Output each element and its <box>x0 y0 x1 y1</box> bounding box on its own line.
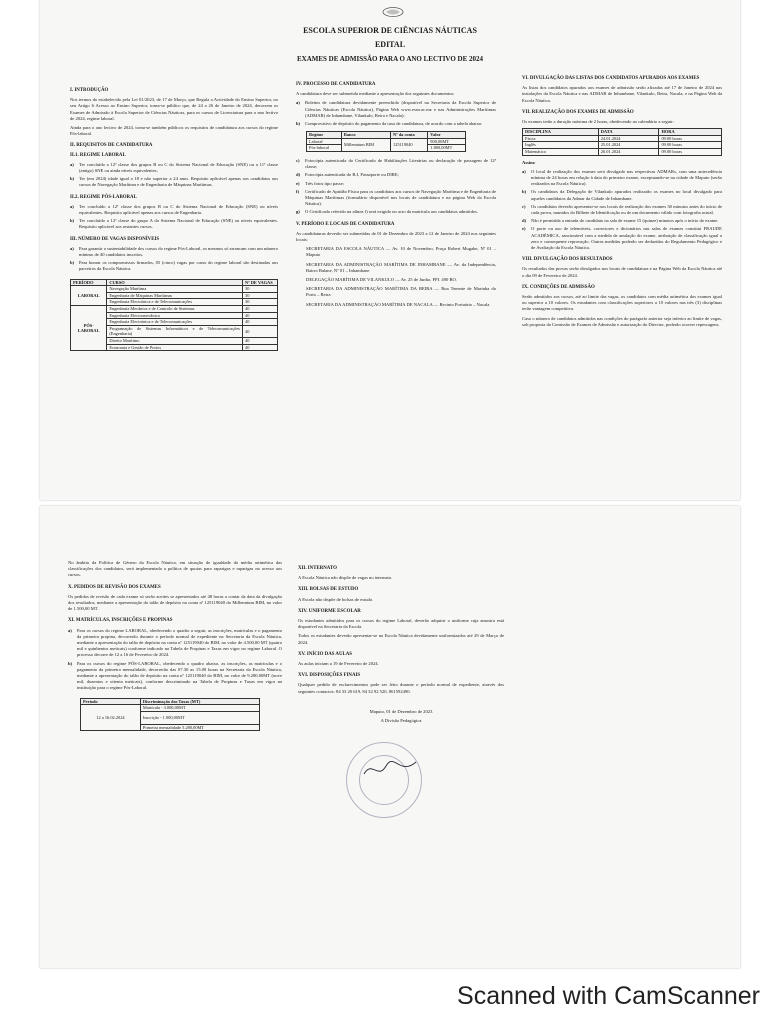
label: Assim: <box>522 159 536 165</box>
list-item: g) O Certificado referido na alínea f) será exigido no acto da matrícula aos candidatos admitidos. <box>296 209 479 215</box>
column-2 <box>296 76 496 311</box>
paragraph: A candidatura deve ser submetida mediante a apresentação dos seguintes documentos: <box>296 91 455 97</box>
enrolment-fees-table: Período Discriminação das Taxas (MT) 12 a 16.02.2024 Matrícula - 3.000,00MT Inscrição - 1.000,00MT Primeira mensalidade 5.280,00MT <box>80 698 260 732</box>
document-page-2 <box>40 506 740 968</box>
list-item: b) Comprovativo de depósito do pagamento da taxa de candidatura, de acordo com a tabela abaixo: <box>296 121 483 127</box>
paragraph: Qualquer pedido de esclarecimentos pode ser feito durante o período normal de expediente, através dos seguintes contactos: 84 33 20 619, 84 32 92 520, 861592490. <box>298 682 504 694</box>
paragraph: As aulas iniciam a 19 de Fevereiro de 2024. <box>298 661 379 667</box>
school-name: ESCOLA SUPERIOR DE CIÊNCIAS NÁUTICAS <box>303 26 477 35</box>
section-heading: III. NÚMERO DE VAGAS DISPONÍVEIS <box>70 236 160 242</box>
subsection-heading: II.1. REGIME LABORAL <box>70 152 126 158</box>
section-heading: X. PEDIDOS DE REVISÃO DOS EXAMES <box>68 584 161 590</box>
paragraph: Os resultados das provas serão divulgados nos locais de candidatura e na Página Web da Escola Náutica até o dia 09 de Fevereiro de 2024. <box>522 266 722 278</box>
paragraph: Serão admitidos aos cursos, até ao limite das vagas, os candidatos com média aritmética dos exames igual ou superior a 10 valores. Os estudantes com classificações superiores a 10 valores nas três (3) disciplinas terão vantagem competitiva. <box>522 294 722 312</box>
list-item: b) Ter (em 2024) idade igual a 18 e não superior a 24 anos. Requisito aplicável apenas aos candidatos aos cursos de Navegação Marítima e de Engenharia de Máquinas Marítimas. <box>70 176 278 188</box>
column-right <box>298 560 504 727</box>
location: SECRETARIA DA ADMINISTRAÇÃO MARÍTIMA DA BEIRA — Rua Tenente de Marinha do Porto – Beira <box>306 286 496 298</box>
section-heading: XII. INTERNATO <box>298 566 337 571</box>
section-heading: XI. MATRÍCULAS, INSCRIÇÕES E PROPINAS <box>68 618 173 624</box>
edital-title: EDITAL <box>374 40 406 49</box>
list-item: e) O porte ou uso de telemóveis, correctores e dicionários nas salas de exames constitui FRAUDE ACADÉMICA, sancionável com a medida de anulação do exame, atribuição de classificação igual a zero e consequente reprovação. Outras medidas poderão ser deduzidas do Regulamento Pedagógico e de Avaliação da Escola Náutica. <box>522 226 722 251</box>
section-heading: VIII. DIVULGAÇÃO DOS RESULTADOS <box>522 257 613 263</box>
section-heading: II. REQUISITOS DE CANDIDATURA <box>70 143 153 149</box>
section-heading: XV. INÍCIO DAS AULAS <box>298 651 352 657</box>
signature-role: A Divisão Pedagógica <box>380 718 422 724</box>
list-item: b) Ter concluído a 12ª classe do grupo A do Sistema Nacional de Educação (SNE) ou níveis equivalentes. Requisito aplicável aos restantes cursos. <box>70 218 278 230</box>
document-page-1 <box>40 0 740 500</box>
paragraph: Ainda para o ano lectivo de 2024, torna-se também públicos os requisitos de candidatura aos cursos do regime Pós-laboral. <box>70 125 278 137</box>
list-item: a) Ter concluído a 12ª classe dos grupos B ou C do Sistema Nacional de Educação (SNE) ou a 11ª classe (antigo) SNE ou ainda níveis equivalentes; <box>70 161 278 174</box>
column-3 <box>522 70 722 331</box>
section-heading: VII. REALIZAÇÃO DOS EXAMES DE ADMISSÃO <box>522 109 634 115</box>
paragraph: Nos termos do estabelecido pela Lei 01/2023, de 17 de Março, que Regula a Actividade do Ensino Superior, no seu Artigo 6 Acesso ao Ensino Superior, torna-se público que, de 24 a 26 de Janeiro de 2024, decorrem os Exames de Admissão à Escola Superior de Ciências Náuticas, para os cursos de Licenciatura para o ano lectivo de 2024, regime laboral. <box>70 97 278 121</box>
paragraph: As listas dos candidatos apurados aos exames de admissão serão afixadas até 17 de Janeiro de 2024 nas instalações da Escola Náutica e nas ADMAR de Inhambane, Vilankulo, Beira, Nacala, e na Página Web da Escola Náutica. <box>522 85 722 103</box>
section-heading: V. PERÍODO E LOCAIS DE CANDIDATURA <box>296 221 395 227</box>
column-1 <box>70 82 278 351</box>
subsection-heading: II.2. REGIME PÓS-LABORAL <box>70 194 137 200</box>
list-item: a) Para garantir a sustentabilidade dos cursos do regime Pós-Laboral, os mesmos só arrancam com um número mínimo de 40 candidatos inscritos. <box>70 245 278 258</box>
exam-calendar-table: DISCIPLINA DATA HORA Física 24.01.2024 09.00 horas Inglês 25.01.2024 09.00 horas Matemática 26.01.2024 09.00 horas <box>522 128 722 155</box>
section-heading: VI. DIVULGAÇÃO DAS LISTAS DOS CANDIDATOS APURADOS AOS EXAMES <box>522 76 700 81</box>
list-item: a) Para os cursos do regime LABORAL, obedecendo o quadro a seguir, as inscrições, matrículas e o pagamento da primeira propina, decorrerão durante o período normal de expediente na Secretaria da Escola Náutica, mediante a apresentação do talão de depósito na conta nº 125119040 do BIM, no valor de 4.500,00 MT (quatro mil e quinhentos meticais) conforme indicado na Tabela de Propinas e Taxas em vigor no regime Laboral. O processo decorre de 12 a 16 de Fevereiro de 2024. <box>68 627 282 658</box>
list-item: a) O local de realização dos exames será divulgado nas respectivas ADMARs, com uma antecedência mínima de 24 horas em relação à data do primeiro exame, exceptuando-se na cidade de Maputo (serão realizados na Escola Náutica). <box>522 168 722 187</box>
paragraph: No âmbito da Política de Género da Escola Náutica, em situação de igualdade da média aritmética das classificações dos candidatos, será implementada a política de quotas para raparigas e raparigas no acesso aos cursos. <box>68 560 282 578</box>
location: SECRETARIA DA ADMINISTRAÇÃO MARÍTIMA DE NACALA — Recinto Portuário – Nacala <box>306 301 490 307</box>
paragraph: Os pedidos de revisão de cada exame só serão aceites se apresentados até 48 horas a contar da data da divulgação dos resultados, mediante a apresentação do talão de depósito na conta nº 125119040 do Millennium BIM, no valor de 1.500,00 MT. <box>68 593 282 612</box>
signature-place-date: Maputo, 01 de Dezembro de 2023 <box>369 708 433 714</box>
list-item: e) Três fotos tipo passe; <box>296 180 345 186</box>
list-item: b) Os candidatos da Delegação de Vilankulo apurados realizarão os exames no local divulgado para aqueles candidatos da Admar da Cidade de Inhambane. <box>522 189 722 201</box>
signature-icon <box>360 756 420 782</box>
section-heading: I. INTRODUÇÃO <box>70 88 109 93</box>
section-heading: XIV. UNIFORME ESCOLAR <box>298 608 361 614</box>
list-item: b) Para honrar os compromissos firmados, 05 (cinco) vagas por curso do regime laboral são destinadas aos parceiros da Escola Náutica. <box>70 260 278 272</box>
section-heading: XIII. BOLSAS DE ESTUDO <box>298 587 359 593</box>
column-left <box>68 560 282 731</box>
fee-table: Regime Banco Nº da conta Valor Laboral Millennium BIM 125119040 900,00MT Pós-laboral 1.800,00MT <box>306 131 466 152</box>
location: SECRETARIA DA ADMINISTRAÇÃO MARÍTIMA DE INHAMBANE — Av. da Independência, Bairro Balane, Nº 01 – Inhambane <box>306 261 496 273</box>
paragraph: A Escola não dispõe de bolsas de estudo. <box>298 596 374 602</box>
section-heading: IV. PROCESSO DE CANDIDATURA <box>296 82 376 87</box>
list-item: d) Fotocópia autenticada do B.I, Passaporte ou DIRE; <box>296 172 399 178</box>
list-item: a) Ter concluído a 12ª classe dos grupos B ou C do Sistema Nacional de Educação (SNE) ou níveis equivalentes. Requisito aplicável apenas aos cursos de Engenharia. <box>70 203 278 216</box>
paragraph: Os exames terão a duração máxima de 2 horas, obedecendo ao calendário a seguir: <box>522 119 675 125</box>
list-item: b) Para os cursos do regime PÓS-LABORAL, obedecendo o quadro abaixo, as inscrições, as matrículas e o pagamento da primeira mensalidade, decorrerão das 07.30 as 15.00 horas na Secretaria da Escola Náutica, mediante a apresentação do talão de depósito na conta nº 125119040 do BIM, no valor de 9.280,00MT (nove mil, duzentos e oitenta meticais), conforme descriminado na Tabela de Propinas e Taxas em vigor na instituição para o regime Pós-Laboral. <box>68 660 282 691</box>
list-item: d) Não é permitida a entrada do candidato na sala de exame 15 (quinze) minutos após o início do exame. <box>522 218 719 224</box>
section-heading: IX. CONDIÇÕES DE ADMISSÃO <box>522 284 595 290</box>
list-item: c) Fotocópia autenticada do Certificado de Habilitações Literárias ou declaração de passagem de 12ª classe; <box>296 158 496 170</box>
list-item: a) Boletim de candidatura devidamente preenchido (disponível na Secretaria da Escola Superior de Ciências Náuticas (Escola Náutica), Página Web www.essn.ac.mz e nas Administrações Marítimas (ADMAR) de Inhambane, Vilankulo, Beira e Nacala); <box>296 100 496 118</box>
paragraph: Caso o número de candidatos admitidos nas condições do parágrafo anterior seja inferior ao limite de vagas, sob proposta da Comissão de Exames de Admissão e autorização do Director, poderão ocorrer repescagens. <box>522 315 722 327</box>
vacancies-table: PERÍODO CURSO Nº DE VAGAS LABORAL Navegação Marítima 30 Engenharia de Máquinas Marítimas 30 Engenharia Electrónica e de Telecomunicações 30 PÓS-LABORAL Engenharia Mecânica e de Controlo de Sistemas 40 Engenharia Electromecânica 40 Engenharia Electrónica e de Telecomunicações 40 Programação de Sistemas Informáticos e de Telecomunicações (Engenharia) 40 Direito Marítimo 40 Economia e Gestão de Portos 40 <box>70 279 278 352</box>
paragraph: Todos os estudantes deverão apresentar-se na Escola Náutica devidamente uniformizados até 29 de Março de 2024. <box>298 633 504 645</box>
document-title: EXAMES DE ADMISSÃO PARA O ANO LECTIVO DE 2024 <box>296 55 484 63</box>
section-heading: XVI. DISPOSIÇÕES FINAIS <box>298 673 361 679</box>
paragraph: As candidaturas deverão ser submetidas de 01 de Dezembro de 2023 a 12 de Janeiro de 2024 nos seguintes locais: <box>296 230 496 243</box>
list-item: f) Certificado de Aptidão Física para os candidatos aos cursos de Navegação Marítima e de Engenharia de Máquinas Marítimas (formulário disponível nos locais de candidatura e na página Web da Escola Náutica). <box>296 188 496 207</box>
location: SECRETARIA DA ESCOLA NÁUTICA — Av. 10 de Novembro, Praça Robert Mugabe, Nº 01 – Maputo <box>306 246 496 258</box>
paragraph: A Escola Náutica não dispõe de vagas no internato. <box>298 575 393 581</box>
institution-emblem-icon <box>381 6 405 18</box>
paragraph: Os estudantes admitidos para os cursos do regime Laboral, deverão adquirir o uniforme cuja amostra está disponível na Secretaria da Escola. <box>298 618 504 630</box>
location: DELEGAÇÃO MARÍTIMA DE VILANKULO — Av. 25 de Junho, FPI. 490 RO. <box>306 277 457 283</box>
list-item: c) Os candidatos deverão apresentar-se nos locais de realização dos exames 30 minutos antes do início de cada prova, munidos do Bilhete de Identificação ou de um documento válido com fotografia actual. <box>522 203 722 216</box>
camscanner-watermark: Scanned with CamScanner <box>457 982 760 1010</box>
